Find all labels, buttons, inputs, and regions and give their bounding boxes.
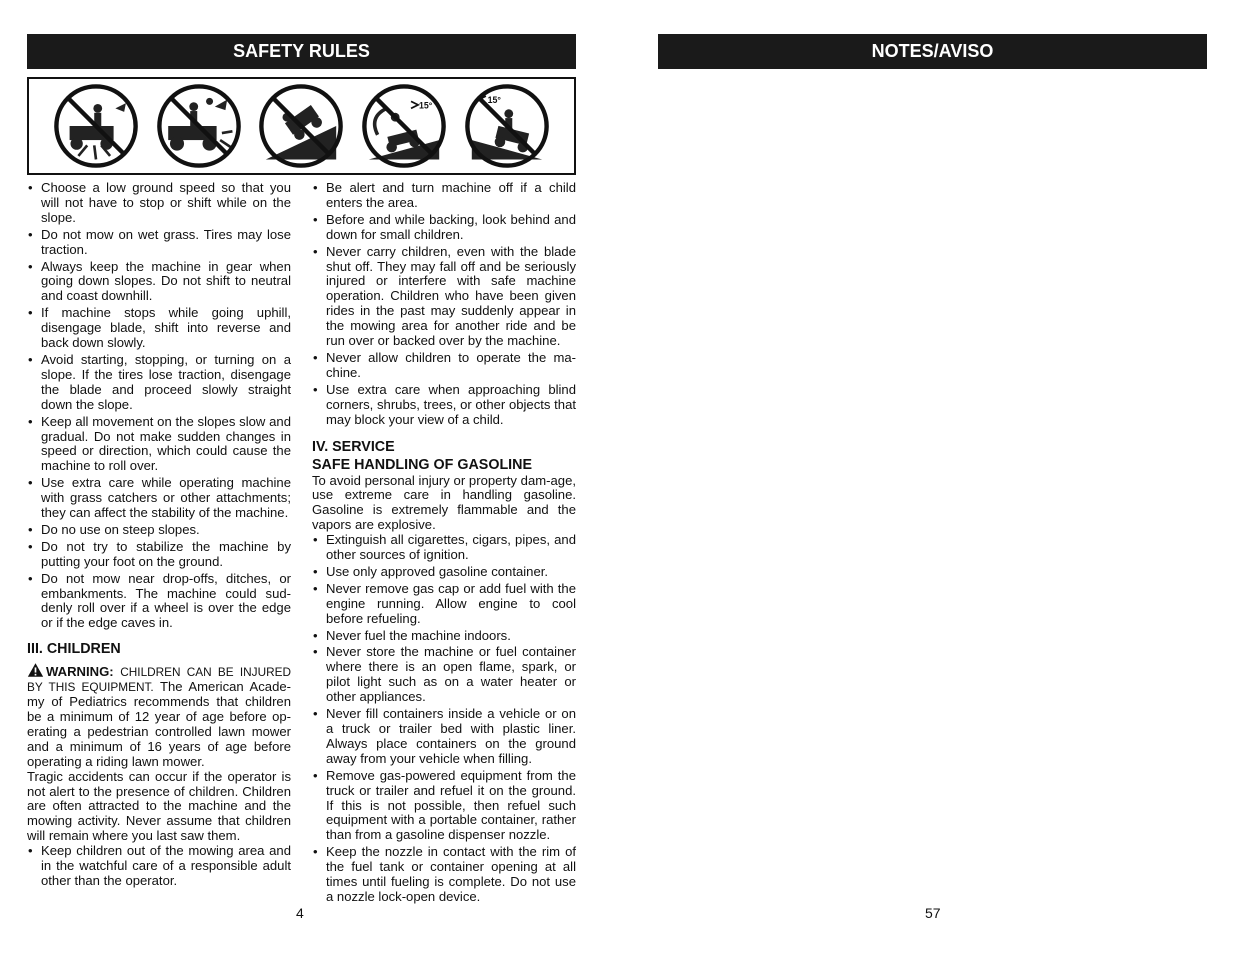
warning-text: The American Acade-my of Pediatrics recommends that children be a minimum of 12 year of age before op-erating a pedestrian controlled lawn mower and a minimum of 16 years of age before operating a riding lawn mower. <box>27 679 292 769</box>
slope-rules-list <box>27 181 291 631</box>
children-paragraph: Tragic accidents can occur if the operator is not alert to the presence of children. Children are often attracted to the machine and the mowing activity. Never assume that children will remain where you last saw them. <box>27 768 291 844</box>
no-bystanders-pictogram-icon <box>52 82 140 170</box>
list-item: • Use extra care while operating machine with grass catchers or other attachments; they can affect the stability of the machine. <box>27 476 291 521</box>
list-item: • Before and while backing, look behind and down for small children. <box>312 213 576 243</box>
list-item: • Use only approved gasoline container. <box>312 565 576 580</box>
list-item: • If machine stops while going uphill, disengage blade, shift into reverse and back down slowly. <box>27 306 291 351</box>
warning-paragraph <box>27 662 291 769</box>
children-heading: III. CHILDREN <box>27 641 121 658</box>
list-item: • Never carry children, even with the blade shut off. They may fall off and be seriously injured or interfere with safe machine operation. Children who have been given rides in the past may suddenly appear in the mowing area for another ride and be run over or backed over by the machine. <box>312 245 576 349</box>
service-heading: IV. SERVICE <box>312 438 395 455</box>
list-item: • Do not mow on wet grass. Tires may lose traction. <box>27 228 291 258</box>
pictogram-angle-label: 15° <box>487 95 501 106</box>
downhill-slope-15-pictogram-icon <box>463 82 551 170</box>
list-item: • Use extra care when approaching blind corners, shrubs, trees, or other objects that may block your view of a child. <box>312 383 576 428</box>
left-page-number: 4 <box>296 905 304 921</box>
list-item: • Keep the nozzle in contact with the rim of the fuel tank or container opening at all times until fueling is complete. Do not use a nozzle lock-open device. <box>312 845 576 905</box>
gasoline-paragraph: To avoid personal injury or property dam-age, use extreme care in handling gasoline. Gasoline is extremely flammable and the vapors are explosive. <box>312 472 576 533</box>
tip-over-hazard-pictogram-icon <box>257 82 345 170</box>
list-item: • Never fuel the machine indoors. <box>312 629 576 644</box>
list-item: • Never remove gas cap or add fuel with the engine running. Allow engine to cool before refueling. <box>312 582 576 627</box>
list-item: • Remove gas-powered equipment from the truck or trailer and refuel it on the ground. If this is not possible, then refuel such equipment with a portable container, rather than from a gasoline dispenser nozzle. <box>312 769 576 844</box>
pictogram-angle-label: 15° <box>419 100 433 111</box>
list-item: • Keep children out of the mowing area and in the watchful care of a responsible adult other than the operator. <box>27 844 291 889</box>
warning-label: WARNING: <box>46 664 114 680</box>
uphill-slope-15-pictogram-icon <box>360 82 448 170</box>
no-passengers-pictogram-icon <box>155 82 243 170</box>
gasoline-rules-list <box>312 533 576 905</box>
list-item: • Do not try to stabilize the machine by putting your foot on the ground. <box>27 540 291 570</box>
gasoline-heading: SAFE HANDLING OF GASOLINE <box>312 456 533 473</box>
list-item: • Never store the machine or fuel container where there is an open flame, spark, or pilot light such as on a water heater or other appliances. <box>312 645 576 705</box>
list-item: • Choose a low ground speed so that you will not have to stop or shift while on the slope. <box>27 181 291 226</box>
list-item: • Avoid starting, stopping, or turning on a slope. If the tires lose traction, disengage the blade and proceed slowly straight down the slope. <box>27 353 291 413</box>
left-column <box>27 181 291 891</box>
list-item: • Do not mow near drop-offs, ditches, or embankments. The machine could sud-denly roll over if a wheel is over the edge or if the edge caves in. <box>27 572 291 632</box>
list-item: • Always keep the machine in gear when going down slopes. Do not shift to neutral and coast downhill. <box>27 260 291 305</box>
children-rules-list <box>27 844 291 889</box>
list-item: • Never fill containers inside a vehicle or on a truck or trailer bed with plastic liner. Always place containers on the ground away from your vehicle when filling. <box>312 707 576 767</box>
list-item: • Keep all movement on the slopes slow and gradual. Do not make sudden changes in speed or direction, which could cause the machine to roll over. <box>27 415 291 475</box>
right-column <box>312 181 576 907</box>
safety-pictogram-strip <box>27 77 576 175</box>
list-item: • Extinguish all cigarettes, cigars, pipes, and other sources of ignition. <box>312 533 576 563</box>
list-item: • Never allow children to operate the ma-chine. <box>312 351 576 381</box>
warning-triangle-icon <box>27 662 44 678</box>
right-page-number: 57 <box>925 905 941 921</box>
list-item: • Do no use on steep slopes. <box>27 523 291 538</box>
list-item: • Be alert and turn machine off if a child enters the area. <box>312 181 576 211</box>
warning-caps-text: CHILDREN CAN BE INJURED BY THIS EQUIPMENT. <box>27 665 291 695</box>
right-page-header: NOTES/AVISO <box>658 34 1207 69</box>
children-rules-list-continued <box>312 181 576 428</box>
left-page-header: SAFETY RULES <box>27 34 576 69</box>
